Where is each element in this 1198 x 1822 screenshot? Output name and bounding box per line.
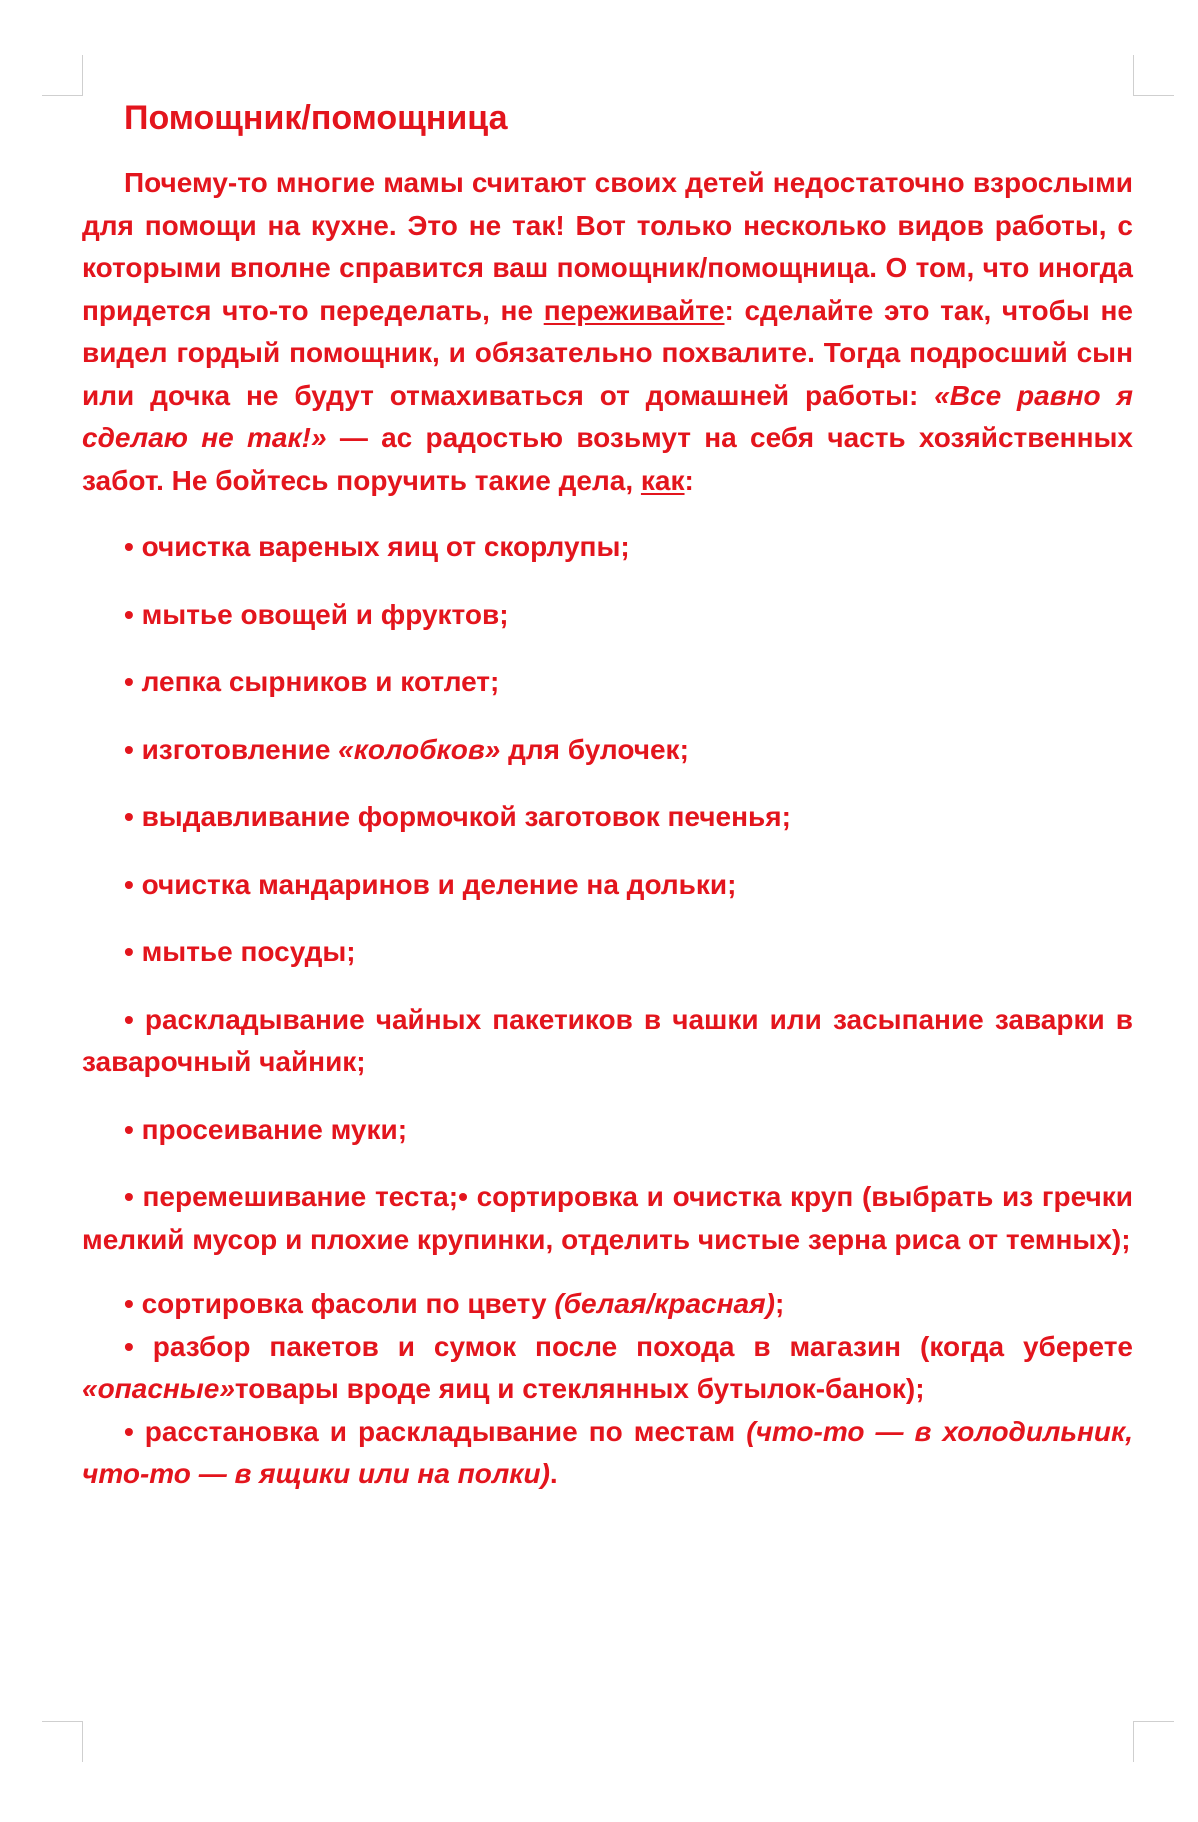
intro-paragraph	[82, 162, 1133, 502]
list-item-text: • расстановка и раскладывание по местам	[124, 1415, 747, 1447]
list-item-text: • разбор пакетов и сумок после похода в магазин (когда уберете	[124, 1330, 1133, 1362]
list-item-emphasis: (белая/красная)	[554, 1288, 775, 1319]
intro-text-3: — ас радостью возьмут на себя часть хозяйственных забот. Не бойтесь поручить такие дела,	[82, 422, 1133, 496]
intro-text-2: : сделайте это так, чтобы не видел гордый помощник, и обязательно похвалите. Тогда подросший сын или дочка не будут отмахиваться от домашней работы:	[82, 294, 1133, 411]
list-item: • лепка сырников и котлет;	[124, 666, 500, 697]
list-item: • перемешивание теста;• сортировка и очистка круп (выбрать из гречки мелкий мусор и плохие крупинки, отделить чистые зерна риса от темных);	[82, 1181, 1133, 1255]
list-item	[82, 1283, 1133, 1326]
list-item-text: ;	[774, 1288, 785, 1319]
list-item-emphasis: «опасные»	[82, 1373, 235, 1404]
crop-mark-bottom-right	[1133, 1721, 1174, 1762]
list-item	[82, 729, 1133, 772]
page-title: Помощник/помощница	[124, 99, 508, 137]
list-item-text: товары вроде яиц и стеклянных бутылок-банок);	[234, 1373, 925, 1404]
crop-mark-top-right	[1133, 55, 1174, 96]
list-item: • мытье овощей и фруктов;	[124, 598, 509, 630]
list-item-emphasis: «колобков»	[338, 733, 501, 765]
list-item-text: .	[549, 1458, 558, 1489]
document-page	[82, 96, 1133, 1496]
intro-quote: «Все равно я сделаю не так!»	[82, 379, 1133, 453]
intro-text-1: Почему-то многие мамы считают своих детей недостаточно взрослыми для помощи на кухне. Это не так! Вот только несколько видов работы, с которыми вполне справится ваш помощник/помощница. О том, что иногда придется что-то переделать, не	[82, 167, 1133, 326]
list-item: • мытье посуды;	[124, 936, 356, 967]
list-item: • выдавливание формочкой заготовок печенья;	[124, 801, 791, 832]
list-item: • раскладывание чайных пакетиков в чашки или засыпание заварки в заварочный чайник;	[82, 1003, 1133, 1077]
intro-text-4: :	[684, 464, 694, 496]
crop-mark-top-left	[42, 55, 83, 96]
list-item-emphasis: (что-то — в холодильник, что-то — в ящики или на полки)	[82, 1415, 1133, 1489]
link-kak[interactable]: как	[640, 464, 685, 496]
list-item: • очистка вареных яиц от скорлупы;	[124, 531, 630, 562]
crop-mark-bottom-left	[42, 1721, 83, 1762]
list-item-text: для булочек;	[500, 733, 689, 765]
list-item	[82, 1411, 1133, 1496]
list-item-text: • изготовление	[124, 733, 339, 765]
list-item	[82, 1326, 1133, 1411]
list-item: • очистка мандаринов и деление на дольки;	[124, 868, 737, 900]
list-item-text: • сортировка фасоли по цвету	[124, 1288, 555, 1319]
list-item: • просеивание муки;	[124, 1113, 408, 1145]
link-perezhivaite[interactable]: переживайте	[543, 294, 725, 326]
